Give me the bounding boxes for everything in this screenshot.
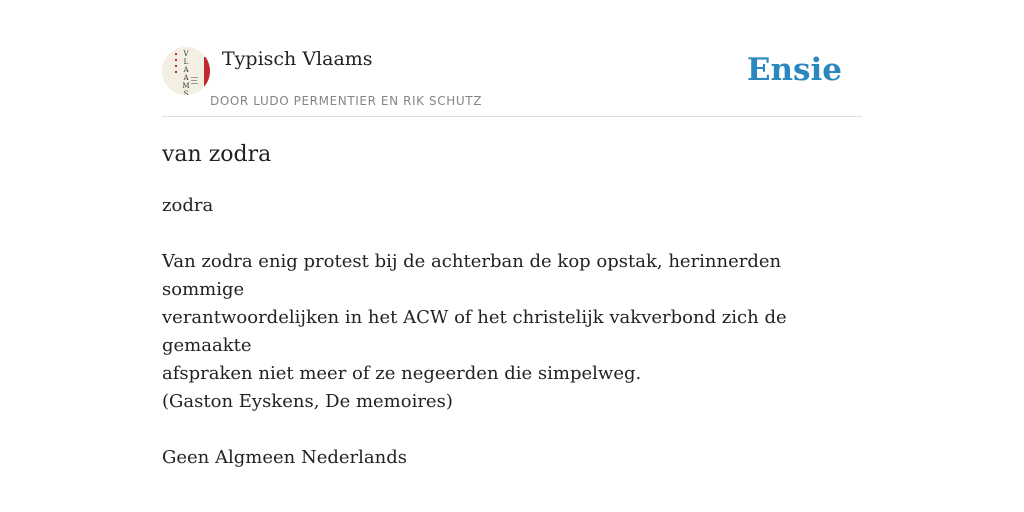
spacer xyxy=(162,220,862,248)
svg-text:M: M xyxy=(182,82,190,90)
spacer xyxy=(162,416,862,444)
book-cover-icon[interactable] xyxy=(162,47,210,95)
header xyxy=(162,44,862,117)
entry-term: van zodra xyxy=(162,142,272,167)
book-cover-graphic xyxy=(162,47,210,95)
authors-byline: DOOR LUDO PERMENTIER EN RIK SCHUTZ xyxy=(210,94,483,108)
entry-body xyxy=(162,192,862,472)
svg-text:V: V xyxy=(183,50,189,58)
svg-text:S: S xyxy=(183,90,189,95)
correction-text: zodra xyxy=(162,195,214,216)
example-line-2: verantwoordelijken in het ACW of het christelijk vakverbond zich de gemaakte xyxy=(162,307,787,356)
usage-note: Geen Algmeen Nederlands xyxy=(162,447,407,468)
svg-text:L: L xyxy=(183,58,189,66)
example-line-3: afspraken niet meer of ze negeerden die simpelweg. xyxy=(162,363,642,384)
svg-text:A: A xyxy=(183,66,189,74)
example-source: (Gaston Eyskens, De memoires) xyxy=(162,391,453,412)
example-line-1: Van zodra enig protest bij de achterban de kop opstak, herinnerden sommige xyxy=(162,251,782,300)
svg-text:A: A xyxy=(183,74,189,82)
book-title[interactable]: Typisch Vlaams xyxy=(222,48,373,70)
ensie-logo[interactable]: Ensie xyxy=(746,52,842,88)
